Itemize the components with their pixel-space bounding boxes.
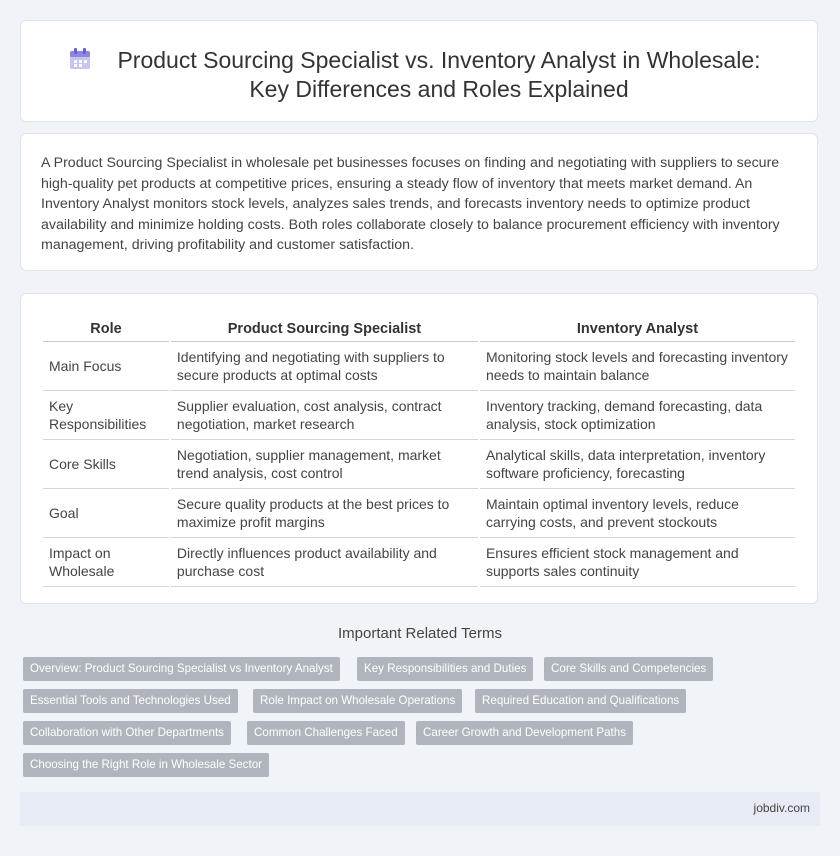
row-label: Core Skills xyxy=(43,440,169,489)
sourcing-cell: Secure quality products at the best prices to maximize profit margins xyxy=(171,489,478,538)
related-tag-collaboration[interactable]: Collaboration with Other Departments xyxy=(23,721,231,745)
row-label: Main Focus xyxy=(43,342,169,391)
related-tag-core-skills[interactable]: Core Skills and Competencies xyxy=(544,657,713,681)
comparison-card xyxy=(20,293,818,604)
related-tag-education[interactable]: Required Education and Qualifications xyxy=(475,689,686,713)
sourcing-cell: Directly influences product availability and purchase cost xyxy=(171,538,478,587)
intro-text: A Product Sourcing Specialist in wholesale pet businesses focuses on finding and negotiating with suppliers to secure high-quality pet products at competitive prices, ensuring a steady flow of inventory that meets market demand. An Inventory Analyst monitors stock levels, analyzes sales trends, and forecasts inventory needs to optimize product availability and minimize holding costs. Both roles collaborate closely to balance procurement efficiency with inventory management, driving profitability and customer satisfaction. xyxy=(41,155,780,253)
related-terms-title: Important Related Terms xyxy=(338,625,502,642)
header-role: Role xyxy=(43,314,169,342)
related-tag-responsibilities[interactable]: Key Responsibilities and Duties xyxy=(357,657,533,681)
table-row xyxy=(43,489,795,538)
header-inventory-analyst: Inventory Analyst xyxy=(480,314,795,342)
related-tag-overview[interactable]: Overview: Product Sourcing Specialist vs Inventory Analyst xyxy=(23,657,340,681)
analyst-cell: Inventory tracking, demand forecasting, data analysis, stock optimization xyxy=(480,391,795,440)
related-tag-career-growth[interactable]: Career Growth and Development Paths xyxy=(416,721,633,745)
related-tag-challenges[interactable]: Common Challenges Faced xyxy=(247,721,405,745)
analyst-cell: Ensures efficient stock management and supports sales continuity xyxy=(480,538,795,587)
analyst-cell: Maintain optimal inventory levels, reduce carrying costs, and prevent stockouts xyxy=(480,489,795,538)
page-title: Product Sourcing Specialist vs. Inventory Analyst in Wholesale: Key Differences and Roles Explained xyxy=(117,47,761,102)
header-sourcing-specialist: Product Sourcing Specialist xyxy=(171,314,478,342)
sourcing-cell: Identifying and negotiating with suppliers to secure products at optimal costs xyxy=(171,342,478,391)
footer-site-link[interactable]: jobdiv.com xyxy=(753,801,810,815)
row-label: Key Responsibilities xyxy=(43,391,169,440)
related-tag-tools[interactable]: Essential Tools and Technologies Used xyxy=(23,689,238,713)
sourcing-cell: Negotiation, supplier management, market trend analysis, cost control xyxy=(171,440,478,489)
table-row xyxy=(43,342,795,391)
related-tag-role-impact[interactable]: Role Impact on Wholesale Operations xyxy=(253,689,462,713)
intro-card xyxy=(20,133,818,271)
header-card xyxy=(20,20,818,122)
row-label: Impact on Wholesale xyxy=(43,538,169,587)
analyst-cell: Monitoring stock levels and forecasting inventory needs to maintain balance xyxy=(480,342,795,391)
comparison-table xyxy=(41,314,797,587)
table-header-row xyxy=(43,314,795,342)
table-row xyxy=(43,391,795,440)
footer xyxy=(20,792,820,826)
analyst-cell: Analytical skills, data interpretation, inventory software proficiency, forecasting xyxy=(480,440,795,489)
row-label: Goal xyxy=(43,489,169,538)
table-row xyxy=(43,538,795,587)
table-row xyxy=(43,440,795,489)
sourcing-cell: Supplier evaluation, cost analysis, contract negotiation, market research xyxy=(171,391,478,440)
related-tag-choosing-role[interactable]: Choosing the Right Role in Wholesale Sector xyxy=(23,753,269,777)
